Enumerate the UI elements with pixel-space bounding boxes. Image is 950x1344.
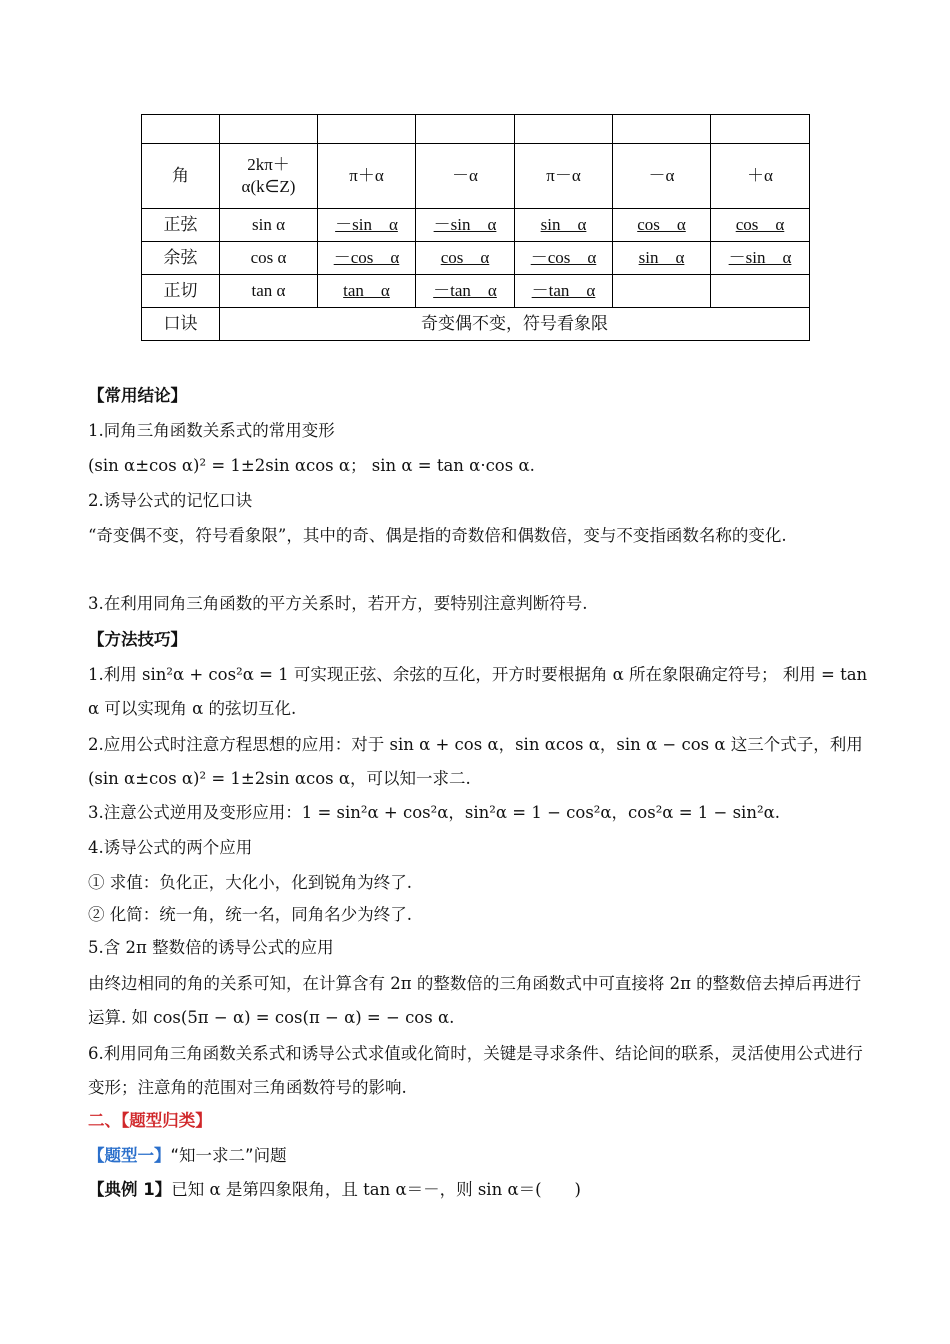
method-3: 3.注意公式逆用及变形应用：1 = sin²α + cos²α，sin²α = 1 − cos²α，cos²α = 1 − sin²α. <box>88 803 780 822</box>
angle-cell: π＋α <box>318 144 416 209</box>
conclusion-1-formula: (sin α±cos α)² = 1±2sin αcos α； sin α = tan α·cos α. <box>88 456 535 475</box>
tangent-cell: tan α <box>343 281 390 300</box>
table-row-sine <box>142 209 810 242</box>
tangent-cell: －tan α <box>433 281 497 300</box>
example-tag: 【典例 1】 <box>88 1180 172 1199</box>
sine-cell: cos α <box>637 215 686 234</box>
conclusion-2-body: “奇变偶不变，符号看象限”，其中的奇、偶是指的奇数倍和偶数倍，变与不变指函数名称的变化. <box>88 526 787 545</box>
row-label-angle: 角 <box>142 144 220 209</box>
type1-title: “知一求二”问题 <box>170 1146 287 1165</box>
table-cell <box>142 115 220 144</box>
type1-header <box>88 1144 287 1168</box>
method-4a: ① 求值：负化正，大化小，化到锐角为终了. <box>88 873 412 892</box>
sine-cell: sin α <box>220 209 318 242</box>
methods-heading: 【方法技巧】 <box>88 630 187 649</box>
angle-cell: π－α <box>515 144 613 209</box>
cosine-cell: －sin α <box>728 248 792 267</box>
cosine-cell: －cos α <box>530 248 597 267</box>
table-cell <box>613 115 711 144</box>
table-cell <box>318 115 416 144</box>
angle-cell: －α <box>416 144 515 209</box>
angle-cell: －α <box>613 144 711 209</box>
table-cell <box>416 115 515 144</box>
tangent-cell: －tan α <box>531 281 596 300</box>
method-2: 2.应用公式时注意方程思想的应用：对于 sin α + cos α，sin αcos α，sin α − cos α 这三个式子，利用(sin α±cos α)² = 1±2sin αcos α，可以知一求二. <box>88 735 863 788</box>
table-row-angle <box>142 144 810 209</box>
method-4b: ② 化简：统一角，统一名，同角名少为终了. <box>88 905 412 924</box>
table-cell <box>515 115 613 144</box>
cosine-cell: sin α <box>638 248 685 267</box>
table-cell <box>220 115 318 144</box>
row-label-tangent: 正切 <box>142 275 220 308</box>
table-blank-row <box>142 115 810 144</box>
conclusion-1: 1.同角三角函数关系式的常用变形 <box>88 421 335 440</box>
tangent-cell <box>613 275 711 308</box>
table-row-mnemonic <box>142 308 810 341</box>
cosine-cell: －cos α <box>333 248 400 267</box>
conclusions-heading: 【常用结论】 <box>88 386 187 405</box>
example-1 <box>88 1178 581 1202</box>
row-label-cosine: 余弦 <box>142 242 220 275</box>
induction-formula-table <box>141 114 810 341</box>
cosine-cell: cos α <box>440 248 490 267</box>
method-4: 4.诱导公式的两个应用 <box>88 838 253 857</box>
row-label-sine: 正弦 <box>142 209 220 242</box>
sine-cell: －sin α <box>335 215 398 234</box>
cosine-cell: cos α <box>220 242 318 275</box>
sine-cell: cos α <box>735 215 785 234</box>
tangent-cell <box>711 275 810 308</box>
conclusion-3: 3.在利用同角三角函数的平方关系时，若开方，要特别注意判断符号. <box>88 594 588 613</box>
sine-cell: －sin α <box>433 215 497 234</box>
method-5-body: 由终边相同的角的关系可知，在计算含有 2π 的整数倍的三角函数式中可直接将 2π 的整数倍去掉后再进行运算. 如 cos(5π − α) = cos(π − α) = − cos α. <box>88 974 862 1027</box>
type1-tag: 【题型一】 <box>88 1146 171 1165</box>
angle-cell-text: 2kπ＋α(k∈Z) <box>241 155 296 196</box>
conclusion-2: 2.诱导公式的记忆口诀 <box>88 491 253 510</box>
row-label-mnemonic: 口诀 <box>142 308 220 341</box>
table-cell <box>711 115 810 144</box>
method-5: 5.含 2π 整数倍的诱导公式的应用 <box>88 938 334 957</box>
example-text: 已知 α 是第四象限角，且 tan α＝－，则 sin α＝( ) <box>171 1180 581 1199</box>
tangent-cell: tan α <box>220 275 318 308</box>
mnemonic-text: 奇变偶不变，符号看象限 <box>220 308 810 341</box>
sine-cell: sin α <box>540 215 587 234</box>
method-1: 1.利用 sin²α + cos²α = 1 可实现正弦、余弦的互化，开方时要根据角 α 所在象限确定符号； 利用 = tan α 可以实现角 α 的弦切互化. <box>88 665 868 718</box>
angle-cell: ＋α <box>711 144 810 209</box>
angle-cell <box>220 144 318 209</box>
table-row-tangent <box>142 275 810 308</box>
section-title: 二、【题型归类】 <box>88 1111 212 1130</box>
table-row-cosine <box>142 242 810 275</box>
method-6: 6.利用同角三角函数关系式和诱导公式求值或化简时，关键是寻求条件、结论间的联系，灵活使用公式进行变形；注意角的范围对三角函数符号的影响. <box>88 1044 863 1097</box>
